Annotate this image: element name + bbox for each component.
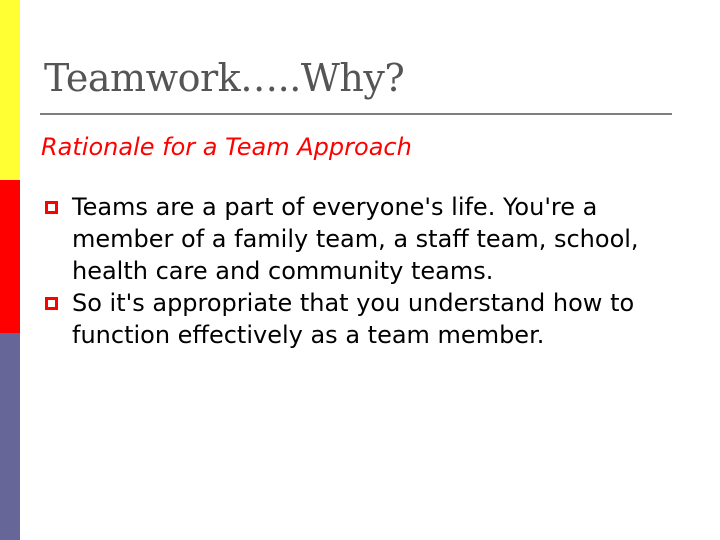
square-bullet-icon xyxy=(45,297,58,310)
bullet-list xyxy=(45,191,705,351)
slide-title: Teamwork…..Why? xyxy=(44,56,405,100)
title-divider xyxy=(40,113,672,115)
bullet-item xyxy=(45,191,705,287)
side-accent-bar-yellow xyxy=(0,0,20,180)
slide-subtitle: Rationale for a Team Approach xyxy=(41,133,412,161)
side-accent-bar-purple xyxy=(0,333,20,540)
bullet-text: So it's appropriate that you understand how to function effectively as a team member. xyxy=(72,289,635,349)
bullet-item xyxy=(45,287,705,351)
bullet-text: Teams are a part of everyone's life. You're a member of a family team, a staff team, school, health care and community teams. xyxy=(72,193,639,285)
square-bullet-icon xyxy=(45,201,58,214)
side-accent-bar-red xyxy=(0,180,20,333)
